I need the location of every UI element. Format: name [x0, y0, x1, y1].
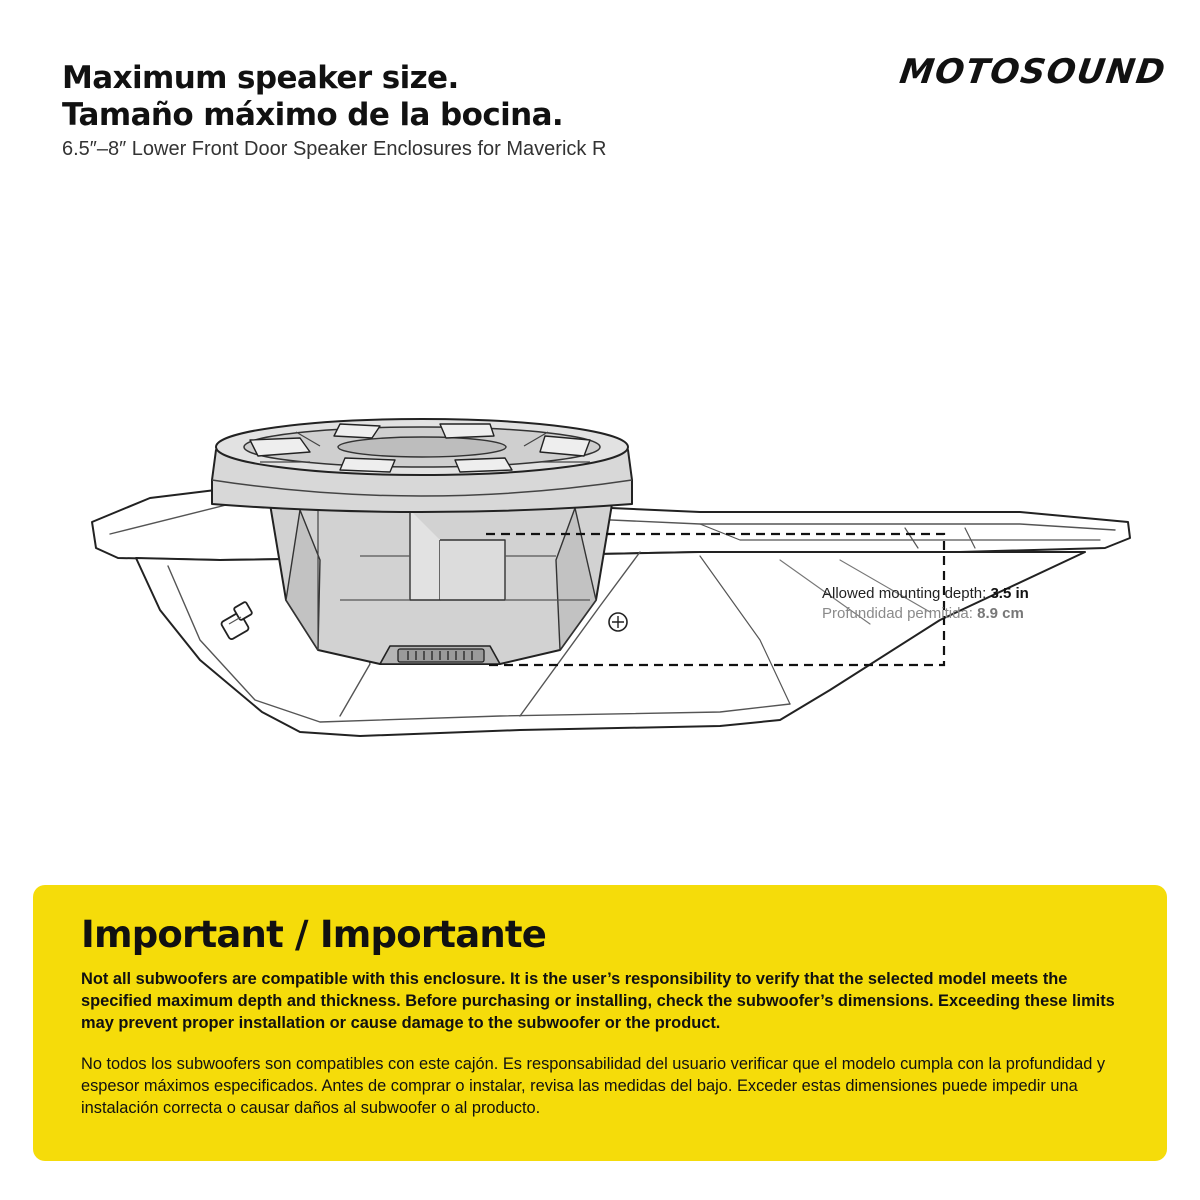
header	[62, 60, 606, 161]
mounting-depth-en	[822, 584, 1029, 604]
mounting-depth-en-value: 3.5 in	[990, 585, 1029, 602]
page-title-en: Maximum speaker size.	[62, 60, 459, 96]
page-subtitle: 6.5″–8″ Lower Front Door Speaker Enclosures for Maverick R	[62, 138, 607, 160]
mounting-depth-es-value: 8.9 cm	[977, 605, 1024, 622]
mounting-depth-es-label: Profundidad permitida:	[822, 605, 973, 622]
notice-body-es: No todos los subwoofers son compatibles con este cajón. Es responsabilidad del usuario verificar que el modelo cumpla con la profundidad y espesor máximos especificados. Antes de comprar o instalar, revisa las medidas del bajo. Exceder estas dimensiones puede impedir una instalación correcta o causar daños al subwoofer o al producto.	[81, 1055, 1106, 1117]
notice-heading: Important / Importante	[81, 913, 547, 956]
speaker-grille	[212, 419, 632, 512]
speaker-basket	[270, 504, 612, 664]
mounting-depth-en-label: Allowed mounting depth:	[822, 585, 987, 602]
mounting-depth-es	[822, 604, 1029, 624]
notice-body-en: Not all subwoofers are compatible with this enclosure. It is the user’s responsibility to verify that the selected model meets the specified maximum depth and thickness. Before purchasing or installing, check the subwoofer’s dimensions. Exceeding these limits may prevent proper installation or cause damage to the subwoofer or the product.	[81, 970, 1115, 1032]
page-title-es: Tamaño máximo de la bocina.	[62, 97, 564, 133]
speaker-terminal-vents	[398, 649, 484, 662]
mounting-depth-callout	[822, 584, 1029, 624]
speaker-enclosure-illustration	[0, 380, 1200, 780]
screw	[609, 613, 627, 631]
brand-logo: MOTOSOUND	[897, 52, 1169, 92]
important-notice-box	[33, 885, 1167, 1161]
